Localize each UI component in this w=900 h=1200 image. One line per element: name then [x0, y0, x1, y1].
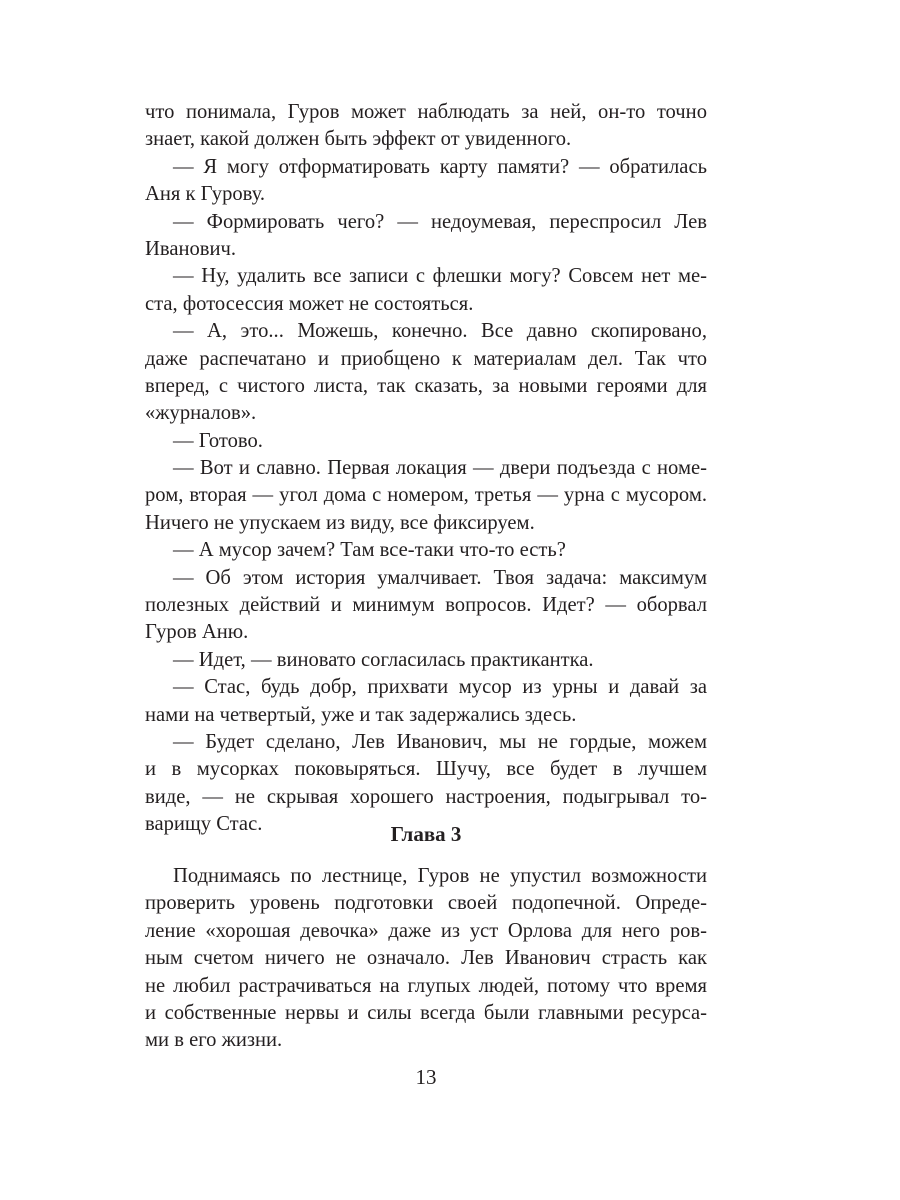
text-line: и собственные нервы и силы всегда были главными ресурса-	[145, 1001, 707, 1024]
text-line: и в мусорках поковыряться. Шучу, все будет в лучшем	[145, 758, 707, 781]
text-line: знает, какой должен быть эффект от увиденного.	[145, 128, 572, 151]
text-line: ным счетом ничего не означало. Лев Иванович страсть как	[145, 947, 707, 970]
text-line: — Готово.	[173, 429, 263, 452]
text-line: — Идет, — виновато согласилась практикантка.	[173, 648, 594, 671]
text-line: ста, фотосессия может не состояться.	[145, 292, 474, 315]
page-number: 13	[415, 1065, 437, 1089]
text-line: — А мусор зачем? Там все-таки что-то есть?	[173, 539, 566, 562]
text-line: — Я могу отформатировать карту памяти? — обратилась	[173, 155, 707, 178]
text-line: Гуров Аню.	[145, 621, 249, 644]
text-line: проверить уровень подготовки своей подопечной. Опреде-	[145, 892, 707, 915]
text-line: Поднимаясь по лестнице, Гуров не упустил возможности	[173, 865, 707, 887]
text-line: — Стас, будь добр, прихвати мусор из урны и давай за	[173, 676, 707, 699]
chapter-paragraph	[145, 863, 707, 1055]
text-line: варищу Стас.	[145, 813, 263, 836]
text-line: не любил растрачиваться на глупых людей, потому что время	[145, 974, 707, 997]
text-line: — Будет сделано, Лев Иванович, мы не гордые, можем	[173, 730, 707, 753]
text-line: виде, — не скрывая хорошего настроения, подыгрывал то-	[145, 785, 707, 808]
chapter-heading: Глава 3	[390, 822, 462, 846]
text-line: — Вот и славно. Первая локация — двери подъезда с номе-	[173, 457, 707, 480]
text-line: — Об этом история умалчивает. Твоя задача: максимум	[173, 566, 707, 589]
text-line: что понимала, Гуров может наблюдать за ней, он-то точно	[145, 101, 707, 123]
text-line: — А, это... Можешь, конечно. Все давно скопировано,	[173, 320, 707, 343]
dialogue-text-block	[145, 99, 707, 839]
text-line: нами на четвертый, уже и так задержались здесь.	[145, 703, 577, 726]
text-line: ром, вторая — угол дома с номером, третья — урна с мусором.	[145, 484, 707, 507]
text-line: вперед, с чистого листа, так сказать, за новыми героями для	[145, 374, 707, 397]
text-line: Аня к Гурову.	[145, 183, 266, 206]
text-line: даже распечатано и приобщено к материалам дел. Так что	[145, 347, 707, 370]
text-line: ми в его жизни.	[145, 1029, 283, 1052]
text-line: ление «хорошая девочка» даже из уст Орлова для него ров-	[145, 919, 707, 942]
text-line: Иванович.	[145, 237, 237, 260]
text-line: полезных действий и минимум вопросов. Идет? — оборвал	[145, 594, 707, 617]
text-line: «журналов».	[145, 402, 257, 425]
text-line: Ничего не упускаем из виду, все фиксируем.	[145, 511, 535, 534]
text-line: — Формировать чего? — недоумевая, переспросил Лев	[173, 210, 707, 233]
text-line: — Ну, удалить все записи с флешки могу? Совсем нет ме-	[173, 265, 707, 288]
